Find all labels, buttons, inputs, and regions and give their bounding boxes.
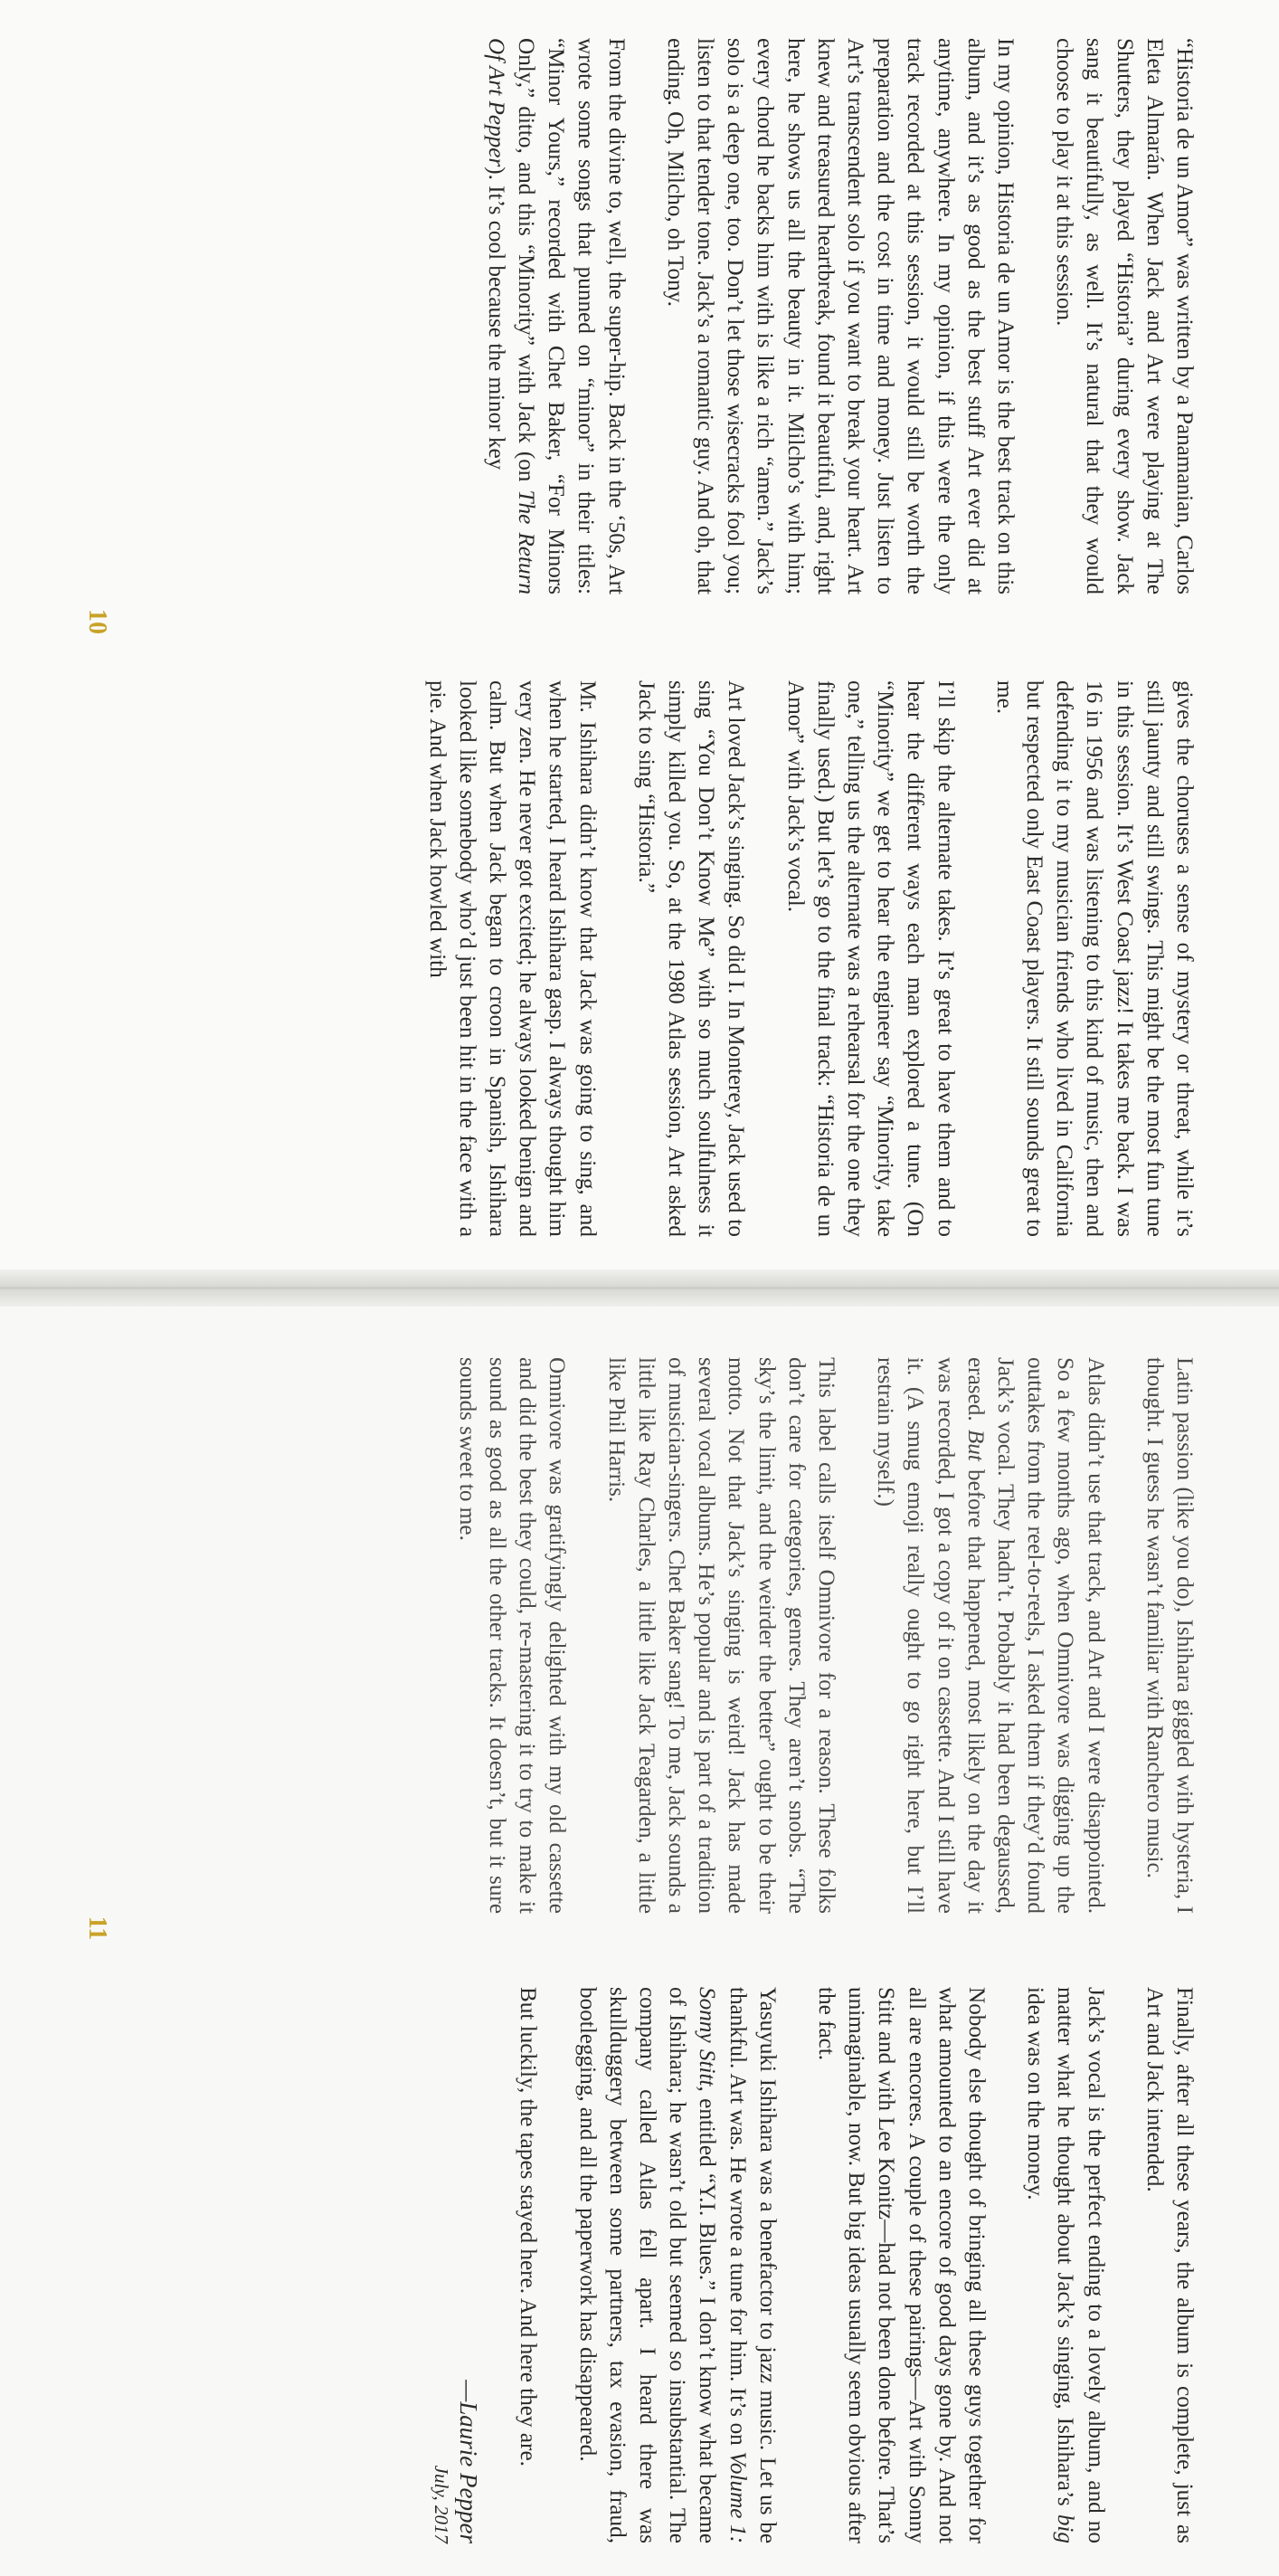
- paragraph: In my opinion, Historia de un Amor is the best track on this album, and it’s as good as the best stuff Art ever did at anytime, anywhere. In my opinion, if this were the only track recorded at this session, it would still be worth the preparation and the cost in time and money. Just listen to Art’s transcendent solo if you want to break your heart. Art knew and treasured heartbreak, found it beautiful, and, right here, he shows us all the beauty in it. Milcho’s with him; every chord he backs him with is like a rich “amen.” Jack’s solo is a deep one, too. Don’t let those wisecracks fool you; listen to that tender tone. Jack’s a romantic guy. And oh, that ending. Oh, Milcho, oh Tony.: [662, 38, 1018, 594]
- text-run: Yasuyuki Ishihara was a benefactor to jazz music. Let us be thankful. Art was. He wrote a tune for him. It’s on: [725, 1987, 780, 2543]
- text-run: , entitled “Y.I. Blues.” I don’t know what became of Ishihara; he wasn’t old but seemed so insubstantial. The company called Atlas fell apart. I heard there was skullduggery between some partners, tax evasion, fraud, bootlegging, and all the paperwork has disappeared.: [574, 1987, 720, 2543]
- paragraph: Art loved Jack’s singing. So did I. In Monterey, Jack used to sing “You Don’t Know Me” with so much soulfulness it simply killed you. So, at the 1980 Atlas session, Art asked Jack to sing “Historia.”: [633, 680, 749, 1237]
- paragraph: Omnivore was gratifyingly delighted with my old cassette and did the best they could, re-mastering it to try to make it sound as good as all the other tracks. It doesn’t, but it sure sounds sweet to me.: [454, 1357, 570, 1914]
- text-run: Jack’s vocal is the perfect ending to a lovely album, and no matter what he thought about Jack’s singing, Ishihara’s: [1053, 1987, 1108, 2543]
- text-run: idea was on the money.: [1023, 1987, 1048, 2201]
- text-run: before that happened, most likely on the day it was recorded, I got a copy of it on cassette. And I still have it. (A smug emoji really ought to go right here, but I’ll restrain myself.): [873, 1357, 988, 1915]
- text-run: ). It’s cool because the minor key: [483, 166, 508, 471]
- right-column-1: [452, 1357, 1199, 1914]
- page-number: 11: [83, 1915, 111, 1941]
- left-column-2: [422, 680, 1199, 1237]
- paragraph: This label calls itself Omnivore for a reason. These folks don’t care for categories, genres. They aren’t snobs. “The sky’s the limit, and the weirder the better” ought to be their motto. Not that Jack’s singing is weird! Jack has made several vocal albums. He’s popular and is part of a tradition of musician-singers. Chet Baker sang! To me, Jack sounds a little like Ray Charles, a little like Jack Teagarden, a little like Phil Harris.: [603, 1357, 838, 1914]
- paragraph: Finally, after all these years, the album is complete, just as Art and Jack intended.: [1142, 1987, 1197, 2543]
- booklet-spine-fold: [0, 1269, 1279, 1307]
- text-run: From the divine to, well, the super-hip. Back in the ‘50s, Art wrote some songs that punned on “minor” in their titles: “Minor Yours,” recorded with Chet Baker, “For Minors Only,” ditto, and this “Minority” with Jack (on: [513, 38, 629, 594]
- paragraph: [572, 1987, 782, 2543]
- right-column-2: [430, 1987, 1199, 2543]
- paragraph: Mr. Ishihara didn’t know that Jack was going to sing, and when he started, I heard Ishihara gasp. I always thought him very zen. He never got excited; he always looked benign and calm. But when Jack began to croon in Spanish, Ishihara looked like somebody who’d just been hit in the face with a pie. And when Jack howled with: [424, 680, 600, 1237]
- page-right: [0, 1307, 1279, 2576]
- album-title: Volume 1: Sonny Stitt: [695, 1987, 750, 2543]
- paragraph: gives the choruses a sense of mystery or threat, while it’s still jaunty and still swings. This might be the most fun tune in this session. It’s West Coast jazz! It takes me back. I was 16 in 1956 and was listening to this kind of music, then and defending it to my musician friends who lived in California but respected only East Coast players. It still sounds great to me.: [991, 680, 1197, 1237]
- emphasis: But: [962, 1429, 988, 1461]
- left-column-1: [481, 38, 1199, 594]
- paragraph: [1020, 1987, 1111, 2543]
- album-title: The Return Of Art Pepper: [483, 38, 538, 594]
- page-left: [0, 0, 1279, 1269]
- paragraph: Nobody else thought of bringing all these guys together for what amounted to an encore of good days gone by. And not all are encores. A couple of these pairings—Art with Sonny Stitt and with Lee Konitz—had not been done before. That’s unimaginable, now. But big ideas usually seem obvious after the fact.: [813, 1987, 989, 2543]
- author-signature: —Laurie Pepper: [455, 2380, 483, 2543]
- paragraph: [870, 1357, 1111, 1914]
- text-run: Atlas didn’t use that track, and Art and I were disappointed. So a few months ago, when Omnivore was digging up the outtakes from the reel-to-reels, I asked them if they’d found Jack’s vocal. They hadn’t. Probably it had been degaussed, erased.: [962, 1357, 1108, 1914]
- paragraph: But luckily, the tapes stayed here. And here they are.: [516, 1987, 541, 2467]
- paragraph: “Historia de un Amor” was written by a Panamanian, Carlos Eleta Almarán. When Jack and Art were playing at The Shutters, they played “Historia” during every show. Jack sang it beautifully, as well. It’s natural that they would choose to play it at this session.: [1052, 38, 1197, 594]
- paragraph: [481, 38, 631, 594]
- paragraph: I’ll skip the alternate takes. It’s great to have them and to hear the different ways each man explored a tune. (On “Minority” we get to hear the engineer say “Minority, take one,” telling us the alternate was a rehearsal for the one they finally used.) But let’s go to the final track: “Historia de un Amor” with Jack’s vocal.: [782, 680, 958, 1237]
- emphasis: big: [1053, 2514, 1078, 2543]
- paragraph: Latin passion (like you do), Ishihara giggled with hysteria, I thought. I guess he wasn’t familiar with Ranchero music.: [1142, 1357, 1197, 1914]
- signature-date: July, 2017: [431, 2465, 453, 2543]
- page-number: 10: [83, 609, 111, 634]
